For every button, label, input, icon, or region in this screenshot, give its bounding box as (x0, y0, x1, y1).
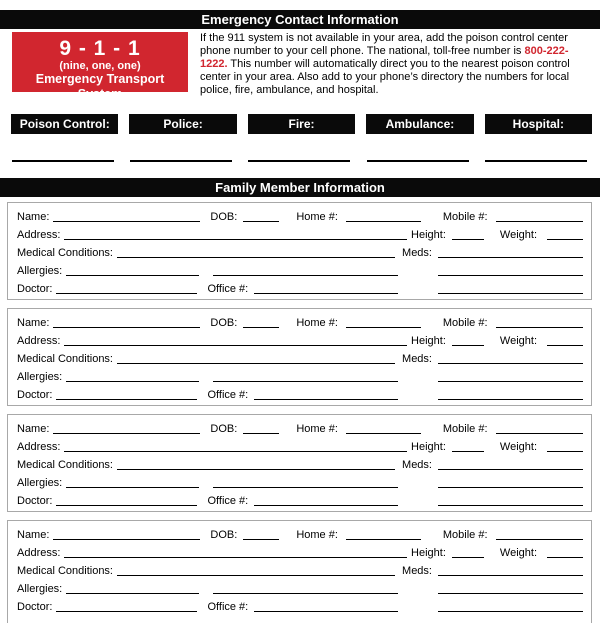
mobile-phone-label: Mobile #: (442, 317, 488, 329)
name-input-line[interactable] (53, 221, 200, 222)
address-input-line[interactable] (64, 239, 407, 240)
member-row-name (17, 419, 583, 437)
name-label: Name: (17, 423, 50, 435)
doctor-left-group (17, 600, 398, 615)
meds-extra-line-1[interactable] (438, 275, 583, 276)
member-row-medical (17, 349, 583, 367)
height-input-line[interactable] (452, 345, 484, 346)
doctor-left-group (17, 282, 398, 297)
dob-label: DOB: (210, 317, 238, 329)
poison-control-phone-number: 800-222-1222. (200, 45, 569, 70)
mobile-phone-label: Mobile #: (442, 211, 488, 223)
mobile-phone-input-line[interactable] (496, 327, 583, 328)
doctor-label: Doctor: (17, 283, 53, 295)
weight-label: Weight: (499, 547, 537, 559)
home-phone-input-line[interactable] (346, 221, 421, 222)
name-input-line[interactable] (53, 433, 200, 434)
doctor-left-group (17, 388, 398, 403)
meds-input-line[interactable] (438, 469, 583, 470)
emergency-number: 9 - 1 - 1 (59, 37, 141, 60)
medical-conditions-label: Medical Conditions: (17, 247, 113, 259)
dob-input-line[interactable] (243, 433, 279, 434)
member-row-address (17, 225, 583, 243)
family-member-block (7, 202, 592, 300)
home-phone-label: Home #: (296, 317, 338, 329)
allergies-label: Allergies: (17, 265, 63, 277)
instructions-text-after: This number will automatically direct you to the nearest poison control center in your area. Also add to your phone’s directory the numbers for local police, fire, ambulance, and hospital. (200, 58, 570, 96)
height-label: Height: (411, 229, 446, 241)
allergies-label: Allergies: (17, 583, 63, 595)
address-label: Address: (17, 335, 61, 347)
office-phone-label: Office #: (207, 389, 249, 401)
member-row-allergies (17, 367, 583, 385)
dob-label: DOB: (210, 211, 238, 223)
meds-label: Meds: (402, 247, 432, 259)
medical-conditions-label: Medical Conditions: (17, 353, 113, 365)
contact-label-poison-control: Poison Control: (11, 114, 118, 134)
height-label: Height: (411, 547, 446, 559)
contact-phone-lines-row (12, 160, 592, 162)
mobile-phone-input-line[interactable] (496, 433, 583, 434)
weight-input-line[interactable] (547, 557, 583, 558)
allergies-left-group (17, 476, 398, 491)
fire-phone-line[interactable] (248, 160, 350, 162)
hospital-phone-line[interactable] (485, 160, 587, 162)
member-row-allergies (17, 473, 583, 491)
family-member-block (7, 520, 592, 623)
instructions-text-before: If the 911 system is not available in your area, add the poison control center phone number to your cell phone. The national, toll-free number is (200, 32, 568, 57)
office-phone-label: Office #: (207, 495, 249, 507)
doctor-input-line[interactable] (56, 293, 197, 294)
allergies-extra-line[interactable] (213, 593, 398, 594)
contact-line-cell (130, 160, 237, 162)
member-row-medical (17, 243, 583, 261)
home-phone-input-line[interactable] (346, 539, 421, 540)
medical-left-group (17, 352, 438, 367)
home-phone-input-line[interactable] (346, 433, 421, 434)
office-phone-input-line[interactable] (254, 399, 398, 400)
weight-input-line[interactable] (547, 239, 583, 240)
poison-control-phone-line[interactable] (12, 160, 114, 162)
emergency-911-box (12, 32, 188, 101)
medical-conditions-input-line[interactable] (117, 363, 395, 364)
dob-label: DOB: (210, 529, 238, 541)
medical-left-group (17, 246, 438, 261)
member-row-doctor (17, 385, 583, 403)
height-label: Height: (411, 441, 446, 453)
height-label: Height: (411, 335, 446, 347)
page-title: Emergency Contact Information (0, 10, 600, 29)
home-phone-label: Home #: (296, 529, 338, 541)
instructions-paragraph (200, 32, 590, 97)
mobile-phone-input-line[interactable] (496, 539, 583, 540)
name-label: Name: (17, 529, 50, 541)
weight-input-line[interactable] (547, 451, 583, 452)
member-row-medical (17, 455, 583, 473)
contact-label-ambulance: Ambulance: (366, 114, 473, 134)
member-row-name (17, 313, 583, 331)
medical-left-group (17, 564, 438, 579)
contact-label-police: Police: (129, 114, 236, 134)
meds-extra-line-2[interactable] (438, 293, 583, 294)
height-input-line[interactable] (452, 557, 484, 558)
address-label: Address: (17, 229, 61, 241)
allergies-label: Allergies: (17, 477, 63, 489)
member-row-doctor (17, 491, 583, 509)
medical-left-group (17, 458, 438, 473)
allergies-extra-line[interactable] (213, 381, 398, 382)
home-phone-label: Home #: (296, 423, 338, 435)
doctor-label: Doctor: (17, 389, 53, 401)
member-row-allergies (17, 579, 583, 597)
height-input-line[interactable] (452, 239, 484, 240)
address-label: Address: (17, 547, 61, 559)
doctor-left-group (17, 494, 398, 509)
name-label: Name: (17, 317, 50, 329)
height-input-line[interactable] (452, 451, 484, 452)
name-input-line[interactable] (53, 539, 200, 540)
member-row-address (17, 543, 583, 561)
medical-conditions-label: Medical Conditions: (17, 565, 113, 577)
weight-label: Weight: (499, 335, 537, 347)
allergies-extra-line[interactable] (213, 275, 398, 276)
allergies-left-group (17, 582, 398, 597)
office-phone-input-line[interactable] (254, 611, 398, 612)
weight-label: Weight: (499, 441, 537, 453)
family-member-block (7, 414, 592, 512)
doctor-input-line[interactable] (56, 611, 197, 612)
meds-extra-line-2[interactable] (438, 505, 583, 506)
allergies-input-line[interactable] (66, 593, 199, 594)
meds-input-line[interactable] (438, 257, 583, 258)
member-row-address (17, 331, 583, 349)
name-label: Name: (17, 211, 50, 223)
doctor-label: Doctor: (17, 601, 53, 613)
mobile-phone-input-line[interactable] (496, 221, 583, 222)
address-label: Address: (17, 441, 61, 453)
medical-conditions-label: Medical Conditions: (17, 459, 113, 471)
meds-extra-line-1[interactable] (438, 381, 583, 382)
contact-line-cell (12, 160, 119, 162)
office-phone-input-line[interactable] (254, 293, 398, 294)
medical-conditions-input-line[interactable] (117, 575, 395, 576)
weight-input-line[interactable] (547, 345, 583, 346)
contact-label-fire: Fire: (248, 114, 355, 134)
emergency-number-words: (nine, one, one) (59, 60, 141, 72)
medical-conditions-input-line[interactable] (117, 469, 395, 470)
address-input-line[interactable] (64, 451, 407, 452)
dob-input-line[interactable] (243, 539, 279, 540)
police-phone-line[interactable] (130, 160, 232, 162)
allergies-input-line[interactable] (66, 487, 199, 488)
dob-label: DOB: (210, 423, 238, 435)
meds-label: Meds: (402, 459, 432, 471)
allergies-left-group (17, 370, 398, 385)
family-section-title: Family Member Information (0, 178, 600, 197)
address-input-line[interactable] (64, 345, 407, 346)
meds-extra-line-2[interactable] (438, 611, 583, 612)
member-row-address (17, 437, 583, 455)
meds-input-line[interactable] (438, 575, 583, 576)
meds-extra-line-2[interactable] (438, 399, 583, 400)
meds-extra-line-1[interactable] (438, 487, 583, 488)
mobile-phone-label: Mobile #: (442, 529, 488, 541)
member-row-allergies (17, 261, 583, 279)
allergies-label: Allergies: (17, 371, 63, 383)
allergies-input-line[interactable] (66, 381, 199, 382)
member-row-doctor (17, 597, 583, 615)
name-input-line[interactable] (53, 327, 200, 328)
contact-line-cell (485, 160, 592, 162)
home-phone-label: Home #: (296, 211, 338, 223)
address-input-line[interactable] (64, 557, 407, 558)
contact-labels-row (11, 114, 592, 134)
contact-label-hospital: Hospital: (485, 114, 592, 134)
member-row-name (17, 207, 583, 225)
doctor-input-line[interactable] (56, 399, 197, 400)
family-members-list (0, 202, 600, 623)
allergies-input-line[interactable] (66, 275, 199, 276)
office-phone-input-line[interactable] (254, 505, 398, 506)
office-phone-label: Office #: (207, 601, 249, 613)
dob-input-line[interactable] (243, 327, 279, 328)
member-row-doctor (17, 279, 583, 297)
contact-line-cell (248, 160, 355, 162)
dob-input-line[interactable] (243, 221, 279, 222)
doctor-label: Doctor: (17, 495, 53, 507)
meds-label: Meds: (402, 565, 432, 577)
family-member-block (7, 308, 592, 406)
ambulance-phone-line[interactable] (367, 160, 469, 162)
home-phone-input-line[interactable] (346, 327, 421, 328)
doctor-input-line[interactable] (56, 505, 197, 506)
medical-conditions-input-line[interactable] (117, 257, 395, 258)
allergies-left-group (17, 264, 398, 279)
meds-extra-line-1[interactable] (438, 593, 583, 594)
member-row-name (17, 525, 583, 543)
office-phone-label: Office #: (207, 283, 249, 295)
allergies-extra-line[interactable] (213, 487, 398, 488)
intro-section (12, 32, 590, 101)
weight-label: Weight: (499, 229, 537, 241)
meds-input-line[interactable] (438, 363, 583, 364)
mobile-phone-label: Mobile #: (442, 423, 488, 435)
member-row-medical (17, 561, 583, 579)
contact-line-cell (367, 160, 474, 162)
emergency-transport-label: Emergency Transport System (35, 72, 165, 101)
meds-label: Meds: (402, 353, 432, 365)
